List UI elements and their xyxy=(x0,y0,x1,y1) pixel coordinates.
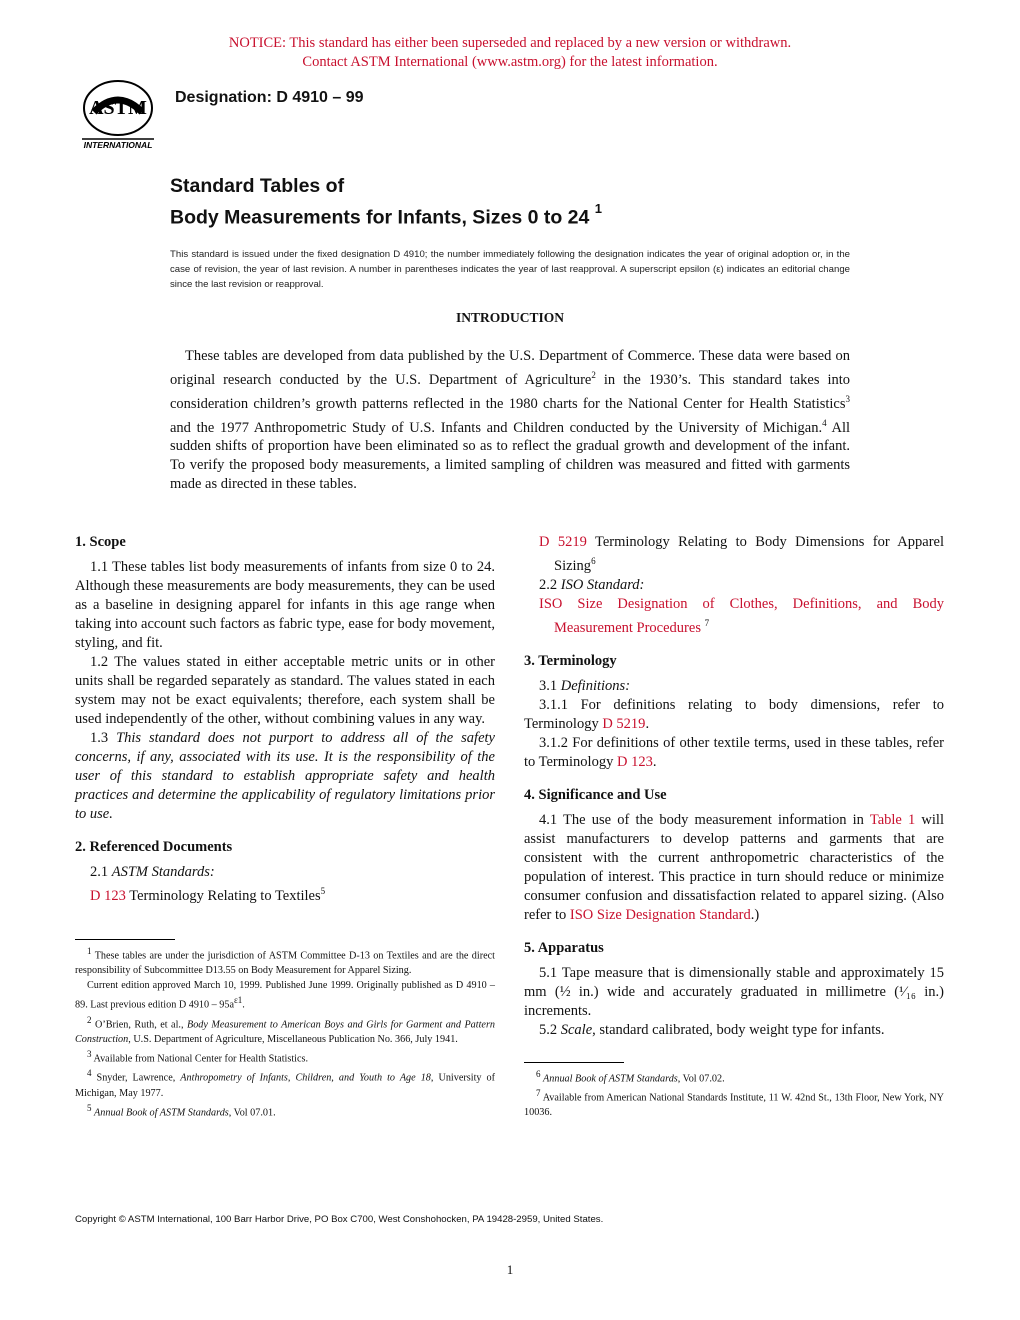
paragraph-3-1-1: 3.1.1 For definitions relating to body dimensions, refer to Terminology D 5219. xyxy=(524,696,944,732)
link-table-1[interactable]: Table 1 xyxy=(869,811,916,828)
section-heading-referenced-documents: 2. Referenced Documents xyxy=(75,839,233,855)
footnote-ref[interactable]: 3 xyxy=(845,393,850,404)
notice-banner xyxy=(0,34,1020,72)
issuance-note: This standard is issued under the fixed designation D 4910; the number immediately following the designation indicates the year of original adoption or, in the case of revision, the year of last revision. A number in parentheses indicates the year of last reapproval. A superscript epsilon (ε) indicates an editorial change since the last revision or reapproval. xyxy=(170,249,850,290)
reference-d5219: D 5219 Terminology Relating to Body Dimensions for Apparel Sizing$^6$ xyxy=(539,534,944,574)
title-line-1: Standard Tables of xyxy=(170,175,345,197)
notice-line-1: NOTICE: This standard has either been superseded and replaced by a new version or withdrawn. xyxy=(228,35,792,51)
link-iso-size-designation[interactable]: ISO Size Designation Standard xyxy=(569,906,751,923)
footnotes-left: $^1$ These tables are under the jurisdiction of ASTM Committee D-13 on Textiles and are the direct responsibility of Subcommittee D13.55 on Body Measurement for Apparel Sizing. Current edition approved March 10, 1999. Published June 1999. Originally published as D 4910 – 89. Last previous edition D $4910 - 95a^{\varepsilon 1}$. $^2$ O’Brien, Ruth, et al., Body Measurement to American Boys and Girls for Garment and Pattern Construction, U.S. Department of Agriculture, Miscellaneous Publication No. 366, July 1941. $^3$ Available from National Center for Health Statistics. $^4$ Snyder, Lawrence, Anthropometry of Infants, Children, and Youth to Age 18, University of Michigan, May 1977. $^5$ Annual Book of ASTM Standards, Vol 07.01. xyxy=(75,945,496,1119)
logo-subtext: INTERNATIONAL xyxy=(83,140,153,150)
paragraph-2-2: 2.2 ISO Standard: xyxy=(539,576,645,593)
paragraph-2-1: 2.1 ASTM Standards: xyxy=(90,864,215,880)
right-column xyxy=(524,533,944,1120)
section-heading-terminology: 3. Terminology xyxy=(524,652,617,669)
paragraph-1-3: 1.3 This standard does not purport to address all of the safety concerns, if any, associated with its use. It is the responsibility of the user of this standard to establish appropriate safety and health practices and determine the applicability of regulatory limitations prior to use. xyxy=(75,730,495,822)
reference-iso: ISO Size Designation of Clothes, Definitions, and Body Measurement Procedures $^7$ xyxy=(539,595,944,636)
copyright-notice: Copyright © ASTM International, 100 Barr Harbor Drive, PO Box C700, West Conshohocken, PA 19428-2959, United States. xyxy=(75,1214,604,1225)
page-number: 1 xyxy=(506,1262,514,1277)
paragraph-3-1: 3.1 Definitions: xyxy=(539,677,631,694)
designation: Designation: D 4910 – 99 xyxy=(175,89,364,106)
footnote-ref[interactable]: 4 xyxy=(822,417,827,428)
paragraph-3-1-2: 3.1.2 For definitions of other textile terms, used in these tables, refer to Terminology D 123. xyxy=(524,734,944,770)
document-title xyxy=(170,174,602,231)
notice-line-2: Contact ASTM International (www.astm.org) for the latest information. xyxy=(302,54,718,70)
logo-text: ASTM xyxy=(89,97,147,119)
footnote-ref[interactable]: 2 xyxy=(591,370,596,380)
astm-logo-icon xyxy=(74,78,162,152)
link-d5219[interactable]: D 5219 xyxy=(539,534,587,550)
footnote-divider xyxy=(524,1062,624,1063)
title-footnote-ref[interactable]: 1 xyxy=(594,201,603,216)
introduction-text: These tables are developed from data published by the U.S. Department of Commerce. These data were based on original research conducted by the U.S. Department of Agriculture$^2$ in the 1930’s. This standard takes into consideration children’s growth patterns reflected in the 1980 charts for the National Center for Health Statistics$^3$ and the 1977 Anthropometric Study of U.S. Infants and Children conducted by the University of Michigan.$^4$ All sudden shifts of proportion have been eliminated so as to reflect the gradual growth and development of the infant. To verify the proposed body measurements, a limited sampling of children was measured and fitted with garments made as directed in these tables. xyxy=(170,348,851,493)
link-d123[interactable]: D 123 xyxy=(90,887,126,904)
section-heading-apparatus: 5. Apparatus xyxy=(524,939,604,956)
footnote-divider xyxy=(75,939,175,940)
paragraph-1-1: 1.1 These tables list body measurements of infants from size 0 to 24. Although these measurements are body measurements, they can be used as a baseline in designing apparel for infants in this age range when taking into account such factors as fabric type, ease for body movement, styling, and fit. xyxy=(75,559,495,651)
left-column xyxy=(75,533,495,1120)
introduction-heading: INTRODUCTION xyxy=(455,310,564,325)
paragraph-4-1: 4.1 The use of the body measurement information in Table 1 will assist manufacturers to develop patterns and garments that are consistent with the current anthropometric characteristics of the population of interest. This practice in turn should reduce or minimize consumer confusion and dissatisfaction related to apparel sizing. (Also refer to ISO Size Designation Standard.) xyxy=(524,811,944,923)
link-d123[interactable]: D 123 xyxy=(616,753,653,770)
footnotes-right: $^6$ Annual Book of ASTM Standards, Vol 07.02. $^7$ Available from American National Standards Institute, 11 W. 42nd St., 13th Floor, New York, NY 10036. xyxy=(524,1068,944,1119)
reference-d123: D 123 Terminology Relating to Textiles$^5$ xyxy=(90,886,326,904)
link-iso-standard[interactable]: ISO Size Designation of Clothes, Definitions, and Body Measurement Procedures xyxy=(539,595,944,636)
paragraph-1-2: 1.2 The values stated in either acceptable metric units or in other units shall be regarded separately as standard. The values stated in each system may not be exact equivalents; therefore, each system shall be used independently of the other, without combining values in any way. xyxy=(75,654,495,727)
link-d5219[interactable]: D 5219 xyxy=(602,715,646,732)
paragraph-5-2: 5.2 Scale, standard calibrated, body weight type for infants. xyxy=(539,1021,885,1038)
section-heading-significance: 4. Significance and Use xyxy=(524,786,667,803)
section-heading-scope: 1. Scope xyxy=(75,534,126,550)
paragraph-5-1: 5.1 Tape measure that is dimensionally stable and approximately 15 mm (½ in.) wide and accurately graduated in millimetre (¹⁄₁₆ in.) increments. xyxy=(524,964,944,1019)
title-line-2: Body Measurements for Infants, Sizes 0 to 24 xyxy=(170,206,590,229)
